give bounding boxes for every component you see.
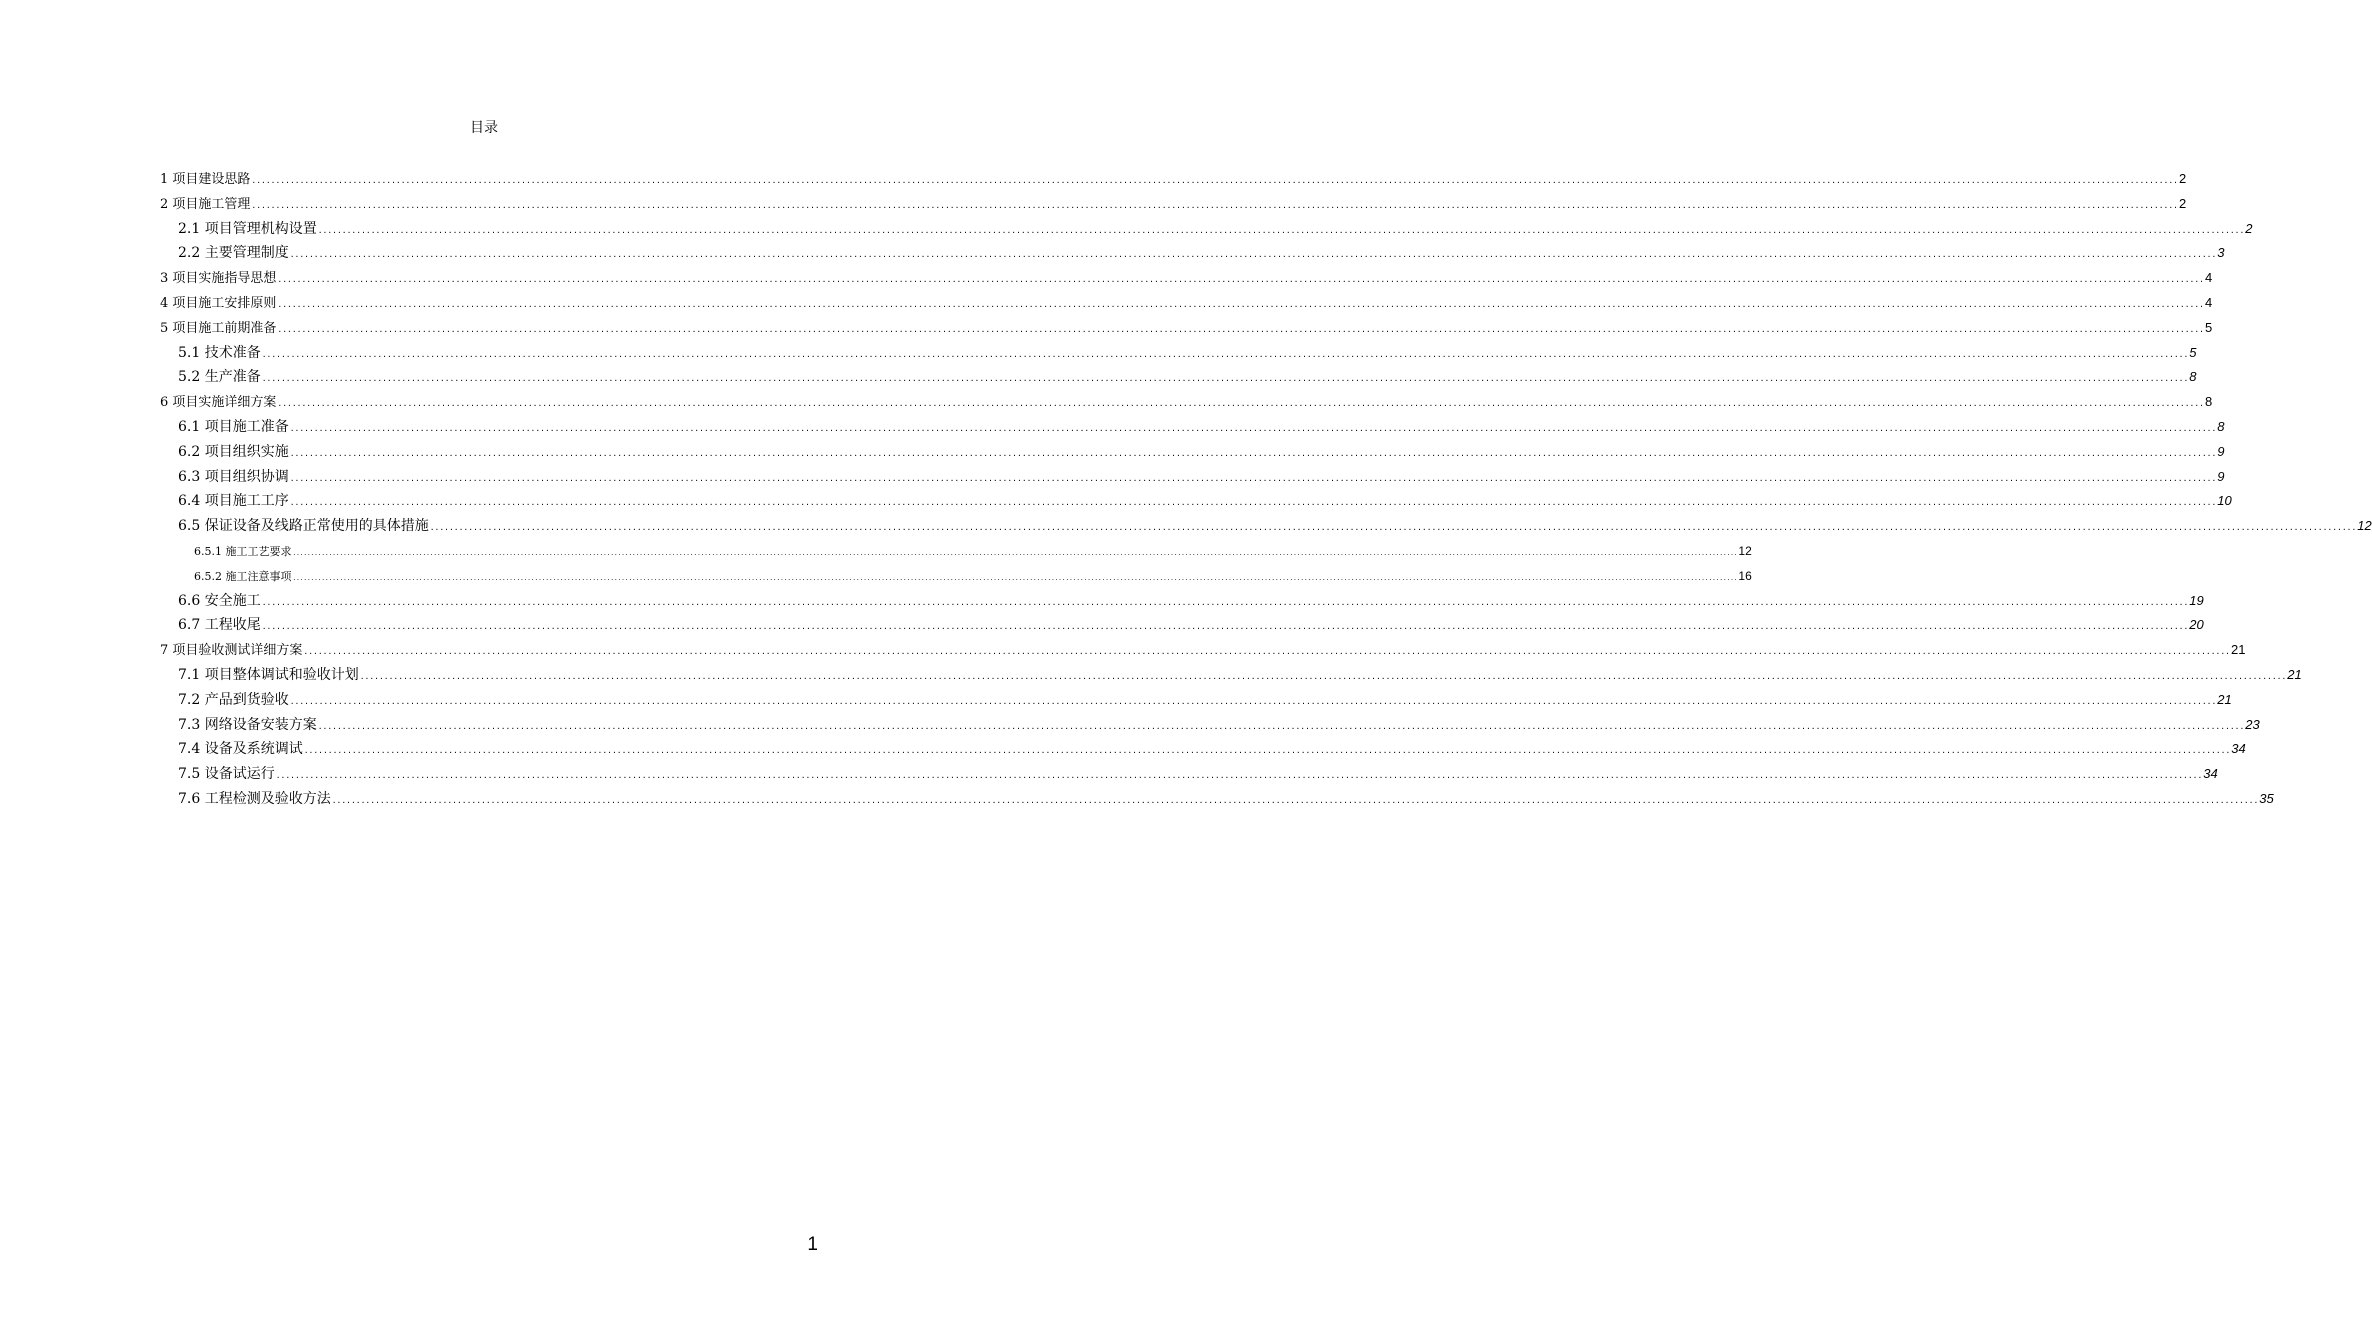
toc-entry-label: 6 项目实施详细方案 [160,395,277,411]
toc-entry-label: 2 项目施工管理 [160,196,251,212]
toc-entry-2-1[interactable] [160,217,2253,242]
toc-entry-6-5[interactable] [160,514,2372,539]
toc-entry-page: 4 [2204,294,2213,310]
toc-entry-label: 6.7 工程收尾 [178,617,261,634]
toc-entry-label: 5.2 生产准备 [178,369,261,386]
toc-entry-page: 35 [2259,790,2274,806]
toc-entry-5-1[interactable] [160,341,2197,366]
toc-entry-7-2[interactable] [160,688,2232,713]
toc-entry-label: 6.3 项目组织协调 [178,468,289,485]
toc-entry-page: 21 [2217,691,2232,707]
toc-entry-label: 2.2 主要管理制度 [178,245,289,262]
toc-entry-page: 9 [2217,468,2225,484]
toc-entry-6[interactable] [160,390,2213,415]
toc-entry-page: 20 [2189,617,2204,633]
toc-entry-6-5-1[interactable] [160,539,1752,564]
toc-entry-3[interactable] [160,266,2213,291]
toc-entry-page: 5 [2204,319,2213,335]
toc-entry-label: 3 项目实施指导思想 [160,271,277,287]
toc-entry-label: 7.4 设备及系统调试 [178,741,303,758]
dot-leader: ................................................................................................................................................................................................................................................................................................................................................................................................................ [261,349,2189,359]
toc-entry-7-4[interactable] [160,737,2246,762]
dot-leader: ................................................................................................................................................................................................................................................................................................................................................................................................................ [303,746,2231,756]
dot-leader: ................................................................................................................................................................................................................................................................................................................................................................................................................ [277,399,2204,409]
dot-leader: ................................................................................................................................................................................................................................................................................................................................................................................................................ [289,498,2217,508]
toc-entry-label: 6.2 项目组织实施 [178,443,289,460]
dot-leader: ................................................................................................................................................................................................................................................................................................................................................................................................................ [277,275,2204,285]
toc-entry-label: 2.1 项目管理机构设置 [178,220,317,237]
toc-entry-5-2[interactable] [160,365,2197,390]
toc-entry-page: 12 [2357,518,2372,534]
toc-entry-label: 6.5 保证设备及线路正常使用的具体措施 [178,518,429,535]
toc-entry-7-3[interactable] [160,713,2260,738]
toc-entry-page: 2 [2245,220,2253,236]
dot-leader: ................................................................................................................................................................................................................................................................................................................................................................................................................ [292,574,1738,582]
dot-leader: ................................................................................................................................................................................................................................................................................................................................................................................................................ [261,622,2189,632]
toc-entry-7-5[interactable] [160,762,2218,787]
toc-entry-page: 8 [2204,394,2213,410]
toc-title: 目录 [470,120,498,136]
toc-entry-label: 7.2 产品到货验收 [178,691,289,708]
toc-entry-label: 5 项目施工前期准备 [160,320,277,336]
toc-entry-6-3[interactable] [160,465,2225,490]
toc-entry-label: 7.6 工程检测及验收方法 [178,790,331,807]
toc-entry-page: 2 [2178,171,2187,186]
dot-leader: ................................................................................................................................................................................................................................................................................................................................................................................................................ [317,721,2245,731]
toc-entry-label: 7.3 网络设备安装方案 [178,716,317,733]
toc-entry-label: 7.1 项目整体调试和验收计划 [178,666,359,683]
dot-leader: ................................................................................................................................................................................................................................................................................................................................................................................................................ [289,473,2217,483]
table-of-contents [160,167,2372,812]
dot-leader: ................................................................................................................................................................................................................................................................................................................................................................................................................ [429,523,2357,533]
page-number: 1 [807,1234,818,1255]
dot-leader: ................................................................................................................................................................................................................................................................................................................................................................................................................ [303,647,2230,657]
dot-leader: ................................................................................................................................................................................................................................................................................................................................................................................................................ [289,696,2217,706]
toc-entry-page: 21 [2230,642,2246,658]
toc-entry-6-7[interactable] [160,613,2204,638]
toc-entry-label: 6.4 项目施工工序 [178,493,289,510]
dot-leader: ................................................................................................................................................................................................................................................................................................................................................................................................................ [331,795,2259,805]
toc-entry-page: 4 [2204,270,2213,286]
dot-leader: ................................................................................................................................................................................................................................................................................................................................................................................................................ [261,374,2189,384]
toc-entry-page: 21 [2287,666,2302,682]
toc-entry-1[interactable] [160,167,2187,192]
toc-entry-page: 23 [2245,716,2260,732]
toc-entry-page: 34 [2203,766,2218,782]
toc-entry-page: 3 [2217,245,2225,261]
toc-entry-label: 4 项目施工安排原则 [160,295,277,311]
toc-entry-7[interactable] [160,638,2246,663]
toc-entry-page: 16 [1738,568,1752,583]
dot-leader: ................................................................................................................................................................................................................................................................................................................................................................................................................ [277,299,2204,309]
toc-entry-4[interactable] [160,291,2213,316]
toc-entry-label: 1 项目建设思路 [160,172,251,187]
dot-leader: ................................................................................................................................................................................................................................................................................................................................................................................................................ [261,597,2189,607]
toc-entry-6-4[interactable] [160,489,2232,514]
dot-leader: ................................................................................................................................................................................................................................................................................................................................................................................................................ [317,225,2245,235]
toc-entry-5[interactable] [160,316,2213,341]
toc-entry-label: 6.1 项目施工准备 [178,418,289,435]
toc-entry-7-6[interactable] [160,787,2274,812]
toc-entry-label: 7 项目验收测试详细方案 [160,643,303,659]
toc-entry-page: 12 [1738,543,1752,558]
toc-entry-page: 10 [2217,493,2232,509]
toc-entry-page: 9 [2217,443,2225,459]
toc-entry-2-2[interactable] [160,241,2225,266]
toc-entry-label: 5.1 技术准备 [178,344,261,361]
toc-entry-6-2[interactable] [160,440,2225,465]
toc-entry-6-6[interactable] [160,589,2204,614]
toc-entry-page: 19 [2189,592,2204,608]
dot-leader: ................................................................................................................................................................................................................................................................................................................................................................................................................ [359,671,2287,681]
toc-entry-label: 6.6 安全施工 [178,592,261,609]
toc-entry-6-5-2[interactable] [160,564,1752,589]
dot-leader: ................................................................................................................................................................................................................................................................................................................................................................................................................ [277,324,2204,334]
toc-entry-label: 6.5.1 施工工艺要求 [194,544,292,558]
dot-leader: ................................................................................................................................................................................................................................................................................................................................................................................................................ [275,771,2203,781]
toc-entry-page: 8 [2217,418,2225,434]
toc-entry-page: 2 [2178,195,2187,211]
toc-entry-6-1[interactable] [160,415,2225,440]
toc-entry-page: 8 [2189,369,2197,385]
dot-leader: ................................................................................................................................................................................................................................................................................................................................................................................................................ [289,250,2217,260]
dot-leader: ................................................................................................................................................................................................................................................................................................................................................................................................................ [289,423,2217,433]
toc-entry-label: 7.5 设备试运行 [178,766,275,783]
toc-entry-label: 6.5.2 施工注意事项 [194,569,292,583]
toc-entry-2[interactable] [160,192,2187,217]
toc-entry-page: 5 [2189,344,2197,360]
toc-entry-7-1[interactable] [160,663,2302,688]
dot-leader: ................................................................................................................................................................................................................................................................................................................................................................................................................ [251,176,2178,185]
toc-entry-page: 34 [2231,741,2246,757]
dot-leader: ................................................................................................................................................................................................................................................................................................................................................................................................................ [251,200,2178,210]
dot-leader: ................................................................................................................................................................................................................................................................................................................................................................................................................ [292,549,1738,557]
dot-leader: ................................................................................................................................................................................................................................................................................................................................................................................................................ [289,448,2217,458]
